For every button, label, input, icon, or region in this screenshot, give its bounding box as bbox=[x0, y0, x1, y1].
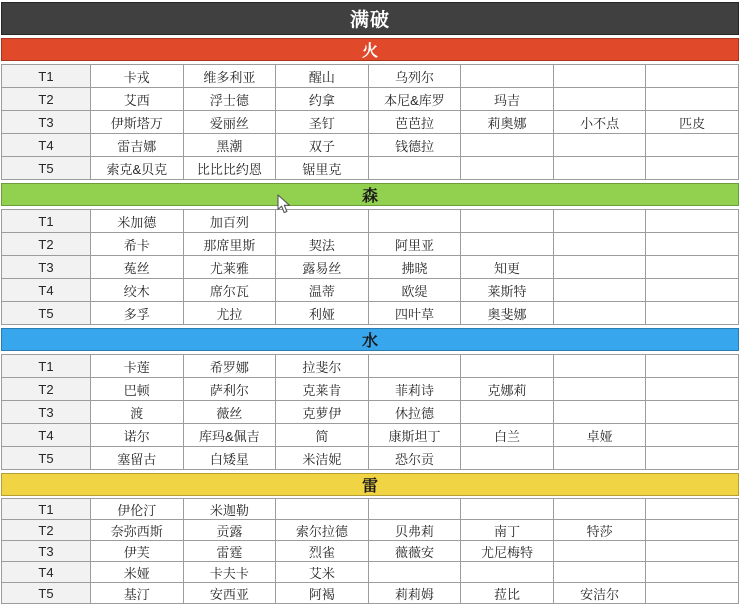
tier-label-cell[interactable]: T1 bbox=[2, 355, 91, 378]
character-name-cell[interactable]: 克娜莉 bbox=[461, 378, 554, 401]
character-name-cell[interactable]: 伊芙 bbox=[91, 541, 184, 562]
character-name-cell[interactable]: 康斯坦丁 bbox=[368, 424, 461, 447]
empty-cell[interactable] bbox=[646, 210, 739, 233]
character-name-cell[interactable]: 尤尼梅特 bbox=[461, 541, 554, 562]
empty-cell[interactable] bbox=[368, 562, 461, 583]
empty-cell[interactable] bbox=[553, 279, 646, 302]
character-name-cell[interactable]: 奈弥西斯 bbox=[91, 520, 184, 541]
empty-cell[interactable] bbox=[368, 210, 461, 233]
character-name-cell[interactable]: 米洁妮 bbox=[276, 447, 369, 470]
element-section-forest bbox=[1, 183, 739, 325]
empty-cell[interactable] bbox=[461, 562, 554, 583]
character-name-cell[interactable]: 芭芭拉 bbox=[368, 111, 461, 134]
tier-label-cell[interactable]: T2 bbox=[2, 378, 91, 401]
tier-label-cell[interactable]: T5 bbox=[2, 302, 91, 325]
empty-cell[interactable] bbox=[646, 378, 739, 401]
empty-cell[interactable] bbox=[553, 499, 646, 520]
character-name-cell[interactable]: 塞留古 bbox=[91, 447, 184, 470]
character-name-cell[interactable]: 菲莉诗 bbox=[368, 378, 461, 401]
empty-cell[interactable] bbox=[461, 210, 554, 233]
character-name-cell[interactable]: 尤莱雅 bbox=[183, 256, 276, 279]
empty-cell[interactable] bbox=[553, 401, 646, 424]
character-name-cell[interactable]: 乌列尔 bbox=[368, 65, 461, 88]
character-name-cell[interactable]: 阿里亚 bbox=[368, 233, 461, 256]
empty-cell[interactable] bbox=[553, 134, 646, 157]
empty-cell[interactable] bbox=[646, 520, 739, 541]
spreadsheet bbox=[1, 2, 739, 607]
character-name-cell[interactable]: 席尔瓦 bbox=[183, 279, 276, 302]
empty-cell[interactable] bbox=[646, 88, 739, 111]
tier-label-cell[interactable]: T3 bbox=[2, 111, 91, 134]
empty-cell[interactable] bbox=[646, 65, 739, 88]
character-name-cell[interactable]: 温蒂 bbox=[276, 279, 369, 302]
tier-label-cell[interactable]: T4 bbox=[2, 134, 91, 157]
empty-cell[interactable] bbox=[646, 583, 739, 604]
character-name-cell[interactable]: 锯里克 bbox=[276, 157, 369, 180]
tier-label-cell[interactable]: T5 bbox=[2, 447, 91, 470]
character-name-cell[interactable]: 菟丝 bbox=[91, 256, 184, 279]
character-name-cell[interactable]: 醒山 bbox=[276, 65, 369, 88]
tier-table bbox=[1, 354, 739, 470]
tier-label-cell[interactable]: T4 bbox=[2, 279, 91, 302]
empty-cell[interactable] bbox=[553, 210, 646, 233]
empty-cell[interactable] bbox=[553, 562, 646, 583]
empty-cell[interactable] bbox=[461, 355, 554, 378]
empty-cell[interactable] bbox=[461, 447, 554, 470]
character-name-cell[interactable]: 巴顿 bbox=[91, 378, 184, 401]
character-name-cell[interactable]: 贝弗莉 bbox=[368, 520, 461, 541]
character-name-cell[interactable]: 雷霆 bbox=[183, 541, 276, 562]
tier-row-thunder-t5 bbox=[2, 583, 739, 604]
empty-cell[interactable] bbox=[553, 88, 646, 111]
section-header-thunder[interactable] bbox=[1, 473, 739, 496]
character-name-cell[interactable]: 阿褐 bbox=[276, 583, 369, 604]
character-name-cell[interactable]: 钱德拉 bbox=[368, 134, 461, 157]
character-name-cell[interactable]: 玛吉 bbox=[461, 88, 554, 111]
empty-cell[interactable] bbox=[646, 134, 739, 157]
tier-row-fire-t1 bbox=[2, 65, 739, 88]
tier-row-forest-t3 bbox=[2, 256, 739, 279]
empty-cell[interactable] bbox=[553, 233, 646, 256]
tier-row-thunder-t1 bbox=[2, 499, 739, 520]
character-name-cell[interactable]: 爱丽丝 bbox=[183, 111, 276, 134]
empty-cell[interactable] bbox=[553, 447, 646, 470]
character-name-cell[interactable]: 浮士德 bbox=[183, 88, 276, 111]
empty-cell[interactable] bbox=[368, 157, 461, 180]
sections-container bbox=[1, 38, 739, 604]
tier-label-cell[interactable]: T2 bbox=[2, 520, 91, 541]
tier-label-cell[interactable]: T3 bbox=[2, 541, 91, 562]
empty-cell[interactable] bbox=[553, 256, 646, 279]
character-name-cell[interactable]: 薇丝 bbox=[183, 401, 276, 424]
empty-cell[interactable] bbox=[553, 157, 646, 180]
character-name-cell[interactable]: 拉斐尔 bbox=[276, 355, 369, 378]
empty-cell[interactable] bbox=[368, 355, 461, 378]
character-name-cell[interactable]: 匹皮 bbox=[646, 111, 739, 134]
character-name-cell[interactable]: 莉莉姆 bbox=[368, 583, 461, 604]
character-name-cell[interactable]: 特莎 bbox=[553, 520, 646, 541]
character-name-cell[interactable]: 四叶草 bbox=[368, 302, 461, 325]
character-name-cell[interactable]: 安洁尔 bbox=[553, 583, 646, 604]
character-name-cell[interactable]: 薇薇安 bbox=[368, 541, 461, 562]
character-name-cell[interactable]: 雷吉娜 bbox=[91, 134, 184, 157]
character-name-cell[interactable]: 索克&贝克 bbox=[91, 157, 184, 180]
tier-table bbox=[1, 64, 739, 180]
tier-row-water-t4 bbox=[2, 424, 739, 447]
section-header-water[interactable] bbox=[1, 328, 739, 351]
character-name-cell[interactable]: 露易丝 bbox=[276, 256, 369, 279]
empty-cell[interactable] bbox=[461, 233, 554, 256]
character-name-cell[interactable]: 加百列 bbox=[183, 210, 276, 233]
empty-cell[interactable] bbox=[646, 499, 739, 520]
empty-cell[interactable] bbox=[461, 401, 554, 424]
section-header-forest[interactable] bbox=[1, 183, 739, 206]
tier-row-forest-t1 bbox=[2, 210, 739, 233]
tier-table bbox=[1, 498, 739, 604]
character-name-cell[interactable]: 基汀 bbox=[91, 583, 184, 604]
character-name-cell[interactable]: 小不点 bbox=[553, 111, 646, 134]
character-name-cell[interactable]: 库玛&佩吉 bbox=[183, 424, 276, 447]
character-name-cell[interactable]: 艾米 bbox=[276, 562, 369, 583]
character-name-cell[interactable]: 简 bbox=[276, 424, 369, 447]
tier-label-cell[interactable]: T1 bbox=[2, 499, 91, 520]
tier-row-forest-t4 bbox=[2, 279, 739, 302]
empty-cell[interactable] bbox=[646, 256, 739, 279]
character-name-cell[interactable]: 南丁 bbox=[461, 520, 554, 541]
empty-cell[interactable] bbox=[646, 279, 739, 302]
element-section-thunder bbox=[1, 473, 739, 604]
tier-row-water-t5 bbox=[2, 447, 739, 470]
character-name-cell[interactable]: 希卡 bbox=[91, 233, 184, 256]
empty-cell[interactable] bbox=[461, 157, 554, 180]
tier-label-cell[interactable]: T1 bbox=[2, 210, 91, 233]
character-name-cell[interactable]: 莉奥娜 bbox=[461, 111, 554, 134]
character-name-cell[interactable]: 米娅 bbox=[91, 562, 184, 583]
empty-cell[interactable] bbox=[646, 401, 739, 424]
character-name-cell[interactable]: 希罗娜 bbox=[183, 355, 276, 378]
tier-row-forest-t2 bbox=[2, 233, 739, 256]
character-name-cell[interactable]: 克萝伊 bbox=[276, 401, 369, 424]
character-name-cell[interactable]: 米加德 bbox=[91, 210, 184, 233]
empty-cell[interactable] bbox=[646, 447, 739, 470]
tier-label-cell[interactable]: T4 bbox=[2, 424, 91, 447]
empty-cell[interactable] bbox=[461, 65, 554, 88]
empty-cell[interactable] bbox=[553, 302, 646, 325]
character-name-cell[interactable]: 索尔拉德 bbox=[276, 520, 369, 541]
character-name-cell[interactable]: 卡戎 bbox=[91, 65, 184, 88]
character-name-cell[interactable]: 安西亚 bbox=[183, 583, 276, 604]
tier-row-fire-t5 bbox=[2, 157, 739, 180]
empty-cell[interactable] bbox=[276, 499, 369, 520]
tier-label-cell[interactable]: T2 bbox=[2, 233, 91, 256]
empty-cell[interactable] bbox=[368, 499, 461, 520]
character-name-cell[interactable]: 绞木 bbox=[91, 279, 184, 302]
section-label: 水 bbox=[361, 333, 378, 350]
tier-label-cell[interactable]: T5 bbox=[2, 583, 91, 604]
tier-row-water-t1 bbox=[2, 355, 739, 378]
character-name-cell[interactable]: 尤拉 bbox=[183, 302, 276, 325]
tier-row-water-t2 bbox=[2, 378, 739, 401]
character-name-cell[interactable]: 欧缇 bbox=[368, 279, 461, 302]
empty-cell[interactable] bbox=[646, 562, 739, 583]
empty-cell[interactable] bbox=[646, 541, 739, 562]
character-name-cell[interactable]: 奥斐娜 bbox=[461, 302, 554, 325]
tier-row-fire-t3 bbox=[2, 111, 739, 134]
empty-cell[interactable] bbox=[646, 424, 739, 447]
empty-cell[interactable] bbox=[553, 355, 646, 378]
element-section-fire bbox=[1, 38, 739, 180]
empty-cell[interactable] bbox=[646, 157, 739, 180]
character-name-cell[interactable]: 利娅 bbox=[276, 302, 369, 325]
tier-row-thunder-t4 bbox=[2, 562, 739, 583]
character-name-cell[interactable]: 卡莲 bbox=[91, 355, 184, 378]
character-name-cell[interactable]: 契法 bbox=[276, 233, 369, 256]
element-section-water bbox=[1, 328, 739, 470]
character-name-cell[interactable]: 烈雀 bbox=[276, 541, 369, 562]
empty-cell[interactable] bbox=[553, 378, 646, 401]
character-name-cell[interactable]: 诺尔 bbox=[91, 424, 184, 447]
character-name-cell[interactable]: 双子 bbox=[276, 134, 369, 157]
character-name-cell[interactable]: 知更 bbox=[461, 256, 554, 279]
tier-row-thunder-t2 bbox=[2, 520, 739, 541]
tier-label-cell[interactable]: T5 bbox=[2, 157, 91, 180]
tier-row-fire-t4 bbox=[2, 134, 739, 157]
empty-cell[interactable] bbox=[461, 134, 554, 157]
character-name-cell[interactable]: 艾西 bbox=[91, 88, 184, 111]
empty-cell[interactable] bbox=[553, 65, 646, 88]
page-title[interactable]: 满破 bbox=[1, 2, 739, 35]
empty-cell[interactable] bbox=[276, 210, 369, 233]
tier-row-fire-t2 bbox=[2, 88, 739, 111]
empty-cell[interactable] bbox=[461, 499, 554, 520]
character-name-cell[interactable]: 比比比约恩 bbox=[183, 157, 276, 180]
character-name-cell[interactable]: 萨利尔 bbox=[183, 378, 276, 401]
character-name-cell[interactable]: 圣钉 bbox=[276, 111, 369, 134]
empty-cell[interactable] bbox=[646, 302, 739, 325]
tier-label-cell[interactable]: T4 bbox=[2, 562, 91, 583]
character-name-cell[interactable]: 菈比 bbox=[461, 583, 554, 604]
character-name-cell[interactable]: 约拿 bbox=[276, 88, 369, 111]
tier-table bbox=[1, 209, 739, 325]
character-name-cell[interactable]: 卡夫卡 bbox=[183, 562, 276, 583]
character-name-cell[interactable]: 多孚 bbox=[91, 302, 184, 325]
character-name-cell[interactable]: 那席里斯 bbox=[183, 233, 276, 256]
tier-row-thunder-t3 bbox=[2, 541, 739, 562]
character-name-cell[interactable]: 维多利亚 bbox=[183, 65, 276, 88]
character-name-cell[interactable]: 莱斯特 bbox=[461, 279, 554, 302]
character-name-cell[interactable]: 白兰 bbox=[461, 424, 554, 447]
character-name-cell[interactable]: 米迦勒 bbox=[183, 499, 276, 520]
empty-cell[interactable] bbox=[646, 233, 739, 256]
character-name-cell[interactable]: 克莱肯 bbox=[276, 378, 369, 401]
character-name-cell[interactable]: 伊伦汀 bbox=[91, 499, 184, 520]
character-name-cell[interactable]: 本尼&库罗 bbox=[368, 88, 461, 111]
section-label: 森 bbox=[361, 188, 378, 205]
character-name-cell[interactable]: 拂晓 bbox=[368, 256, 461, 279]
section-label: 火 bbox=[361, 43, 378, 60]
section-header-fire[interactable] bbox=[1, 38, 739, 61]
character-name-cell[interactable]: 贡露 bbox=[183, 520, 276, 541]
character-name-cell[interactable]: 黑潮 bbox=[183, 134, 276, 157]
tier-label-cell[interactable]: T2 bbox=[2, 88, 91, 111]
character-name-cell[interactable]: 白矮星 bbox=[183, 447, 276, 470]
character-name-cell[interactable]: 休拉德 bbox=[368, 401, 461, 424]
section-label: 雷 bbox=[361, 478, 378, 495]
tier-label-cell[interactable]: T1 bbox=[2, 65, 91, 88]
tier-label-cell[interactable]: T3 bbox=[2, 401, 91, 424]
tier-row-water-t3 bbox=[2, 401, 739, 424]
character-name-cell[interactable]: 恐尔贡 bbox=[368, 447, 461, 470]
empty-cell[interactable] bbox=[646, 355, 739, 378]
character-name-cell[interactable]: 伊斯塔万 bbox=[91, 111, 184, 134]
character-name-cell[interactable]: 卓娅 bbox=[553, 424, 646, 447]
empty-cell[interactable] bbox=[553, 541, 646, 562]
tier-label-cell[interactable]: T3 bbox=[2, 256, 91, 279]
character-name-cell[interactable]: 渡 bbox=[91, 401, 184, 424]
tier-row-forest-t5 bbox=[2, 302, 739, 325]
